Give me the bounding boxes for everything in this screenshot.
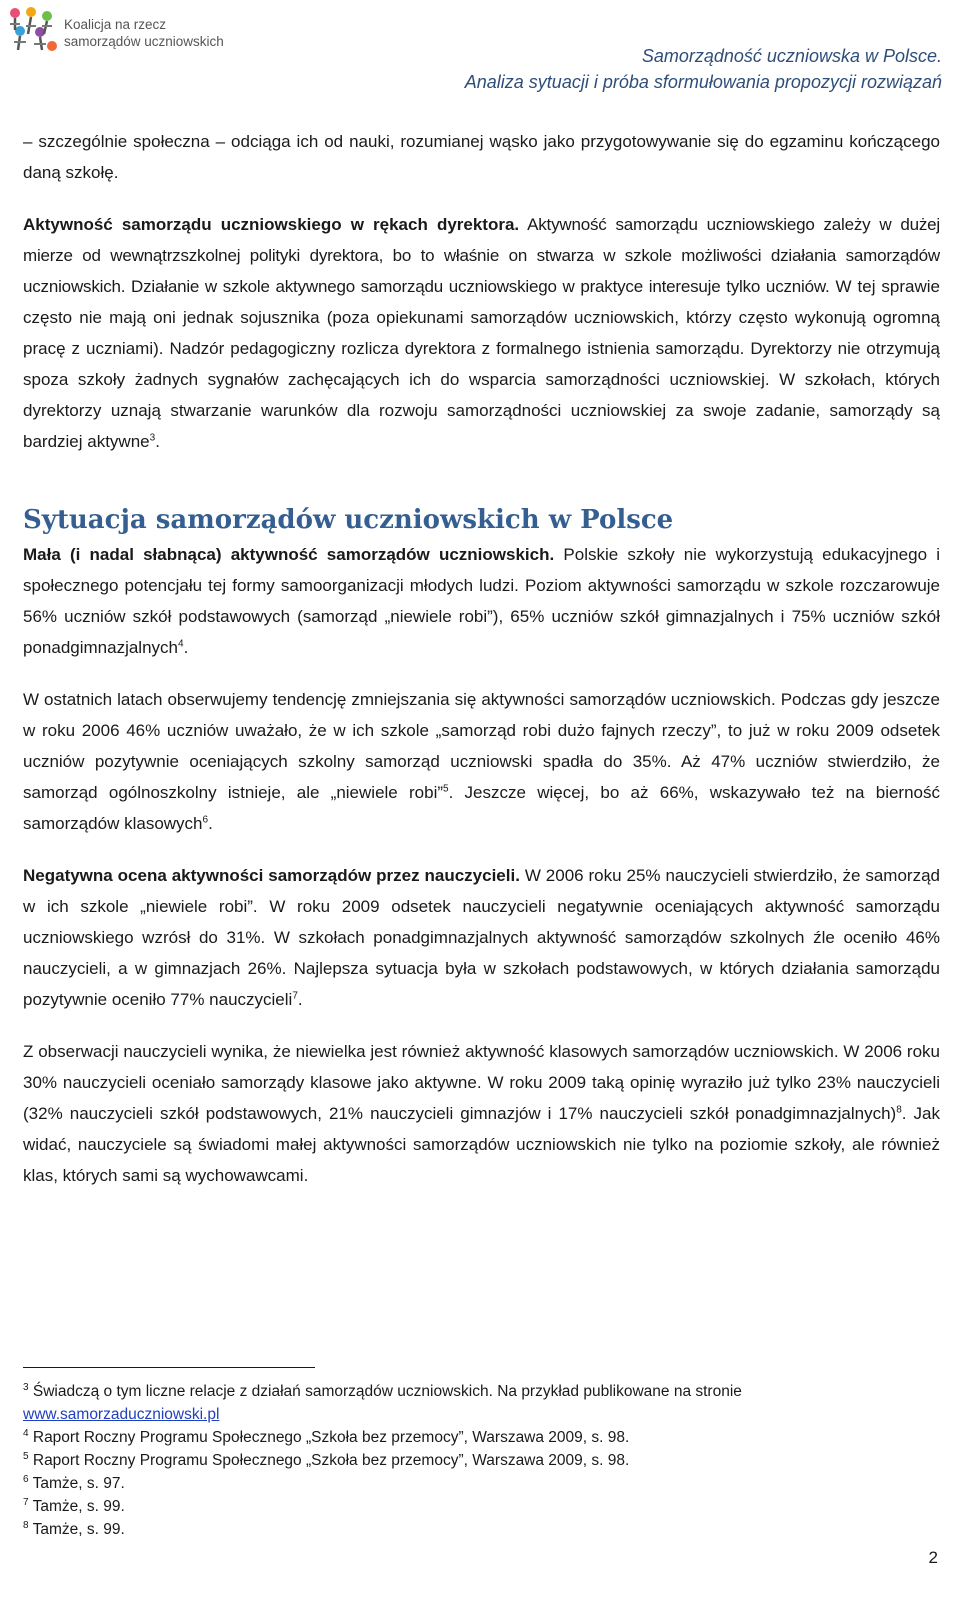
paragraph-principal-text-a: Aktywność samorządu uczniowskiego zależy w dużej mierze od wewnątrzszkolnej polityki dyrektora, bo to właśnie on stwarza w szkole możliwości działania samorządów uczniowskich. Działanie w szkole aktywnego samorządu uczniowskiego w praktyce interesuje tylko uczniów. (23, 215, 940, 296)
header-title-line-1: Samorządność uczniowska w Polsce. (641, 46, 942, 66)
footnote-4 (23, 1426, 940, 1449)
footnotes (23, 1380, 940, 1541)
paragraph-principal-text-b: W tej sprawie często nie mają oni jednak sojusznika (poza opiekunami samorządów uczniowskich, którzy często wykonują ogromną pracę z uczniami). Nadzór pedagogiczny rozlicza dyrektora z formalnego istnienia samorządu. Dyrektorzy nie otrzymują spoza szkoły żadnych sygnałów zachęcających ich do wsparcia samorządności uczniowskiej. W szkołach, których dyrektorzy uznają stwarzanie warunków dla rozwoju samorządności uczniowskiej za swoje zadanie, samorządy są bardziej aktywne (23, 277, 941, 451)
paragraph-continued: – szczególnie społeczna – odciąga ich od nauki, rozumianej wąsko jako przygotowywanie się do egzaminu kończącego daną szkołę. (23, 132, 940, 182)
footnote-number: 7 (23, 1496, 29, 1508)
paragraph-classes-text: Z obserwacji nauczycieli wynika, że niewielka jest również aktywność klasowych samorządów uczniowskich. W 2006 roku 30% nauczycieli oceniało samorządy klasowe jako aktywne. W roku 2009 taką opinię wyraziło już tylko 23% nauczycieli (32% nauczycieli szkół podstawowych, 21% nauczycieli gimnazjów i 17% nauczycieli szkół ponadgimnazjalnych) (23, 1042, 940, 1123)
coalition-logo (6, 4, 256, 56)
paragraph-trend-text: W ostatnich latach obserwujemy tendencję zmniejszania się aktywności samorządów uczniowskich. Podczas gdy jeszcze w roku 2006 46% uczniów uważało, że w ich szkole „samorząd robi dużo fajnych rzeczy”, to już w roku 2009 odsetek uczniów pozytywnie oceniających szkolny samorząd uczniowski spadła do 35%. Aż 47% uczniów stwierdziło, że samorząd ogólnoszkolny istnieje, ale „niewiele robi” (23, 690, 940, 802)
footnote-text: Tamże, s. 99. (28, 1498, 125, 1515)
paragraph-activity-end: . (183, 638, 189, 657)
footnote-number: 4 (23, 1427, 29, 1439)
footnote-3 (23, 1380, 940, 1426)
paragraph-trend-text-2: . Jeszcze więcej, bo aż 66%, wskazywało też na bierność samorządów klasowych (23, 783, 940, 833)
footnote-number: 6 (23, 1473, 29, 1485)
people-logo-icon (6, 4, 62, 56)
footnote-text: Tamże, s. 99. (28, 1521, 125, 1538)
logo-text (64, 16, 224, 50)
paragraph-teachers (23, 860, 940, 1015)
footnote-ref-5[interactable]: 5 (443, 783, 449, 795)
logo-line-2: samorządów uczniowskich (64, 34, 224, 49)
footnote-text: Tamże, s. 97. (28, 1475, 125, 1492)
page-number: 2 (928, 1548, 938, 1567)
footnote-ref-6[interactable]: 6 (202, 814, 209, 826)
footnote-text: Świadczą o tym liczne relacje z działań samorządów uczniowskich. Na przykład publikowane na stronie (28, 1383, 742, 1400)
logo-line-1: Koalicja na rzecz (64, 17, 167, 32)
header-title-line-2: Analiza sytuacji i próba sformułowania propozycji rozwiązań (464, 72, 942, 92)
footnote-separator (23, 1367, 315, 1368)
footnote-text: Raport Roczny Programu Społecznego „Szkoła bez przemocy”, Warszawa 2009, s. 98. (28, 1429, 630, 1446)
paragraph-trend (23, 684, 940, 839)
paragraph-activity-text: Polskie szkoły nie wykorzystują edukacyjnego i społecznego potencjału tej formy samoorganizacji młodych ludzi. Poziom aktywności samorządu w szkole rozczarowuje 56% uczniów szkół podstawowych (samorząd „niewiele robi”), 65% uczniów szkół gimnazjalnych i 75% uczniów szkół ponadgimnazjalnych (23, 545, 940, 657)
footnote-number: 3 (23, 1381, 29, 1393)
footnote-5 (23, 1449, 940, 1472)
paragraph-teachers-end: . (297, 990, 303, 1009)
footnote-text: Raport Roczny Programu Społecznego „Szkoła bez przemocy”, Warszawa 2009, s. 98. (28, 1452, 630, 1469)
paragraph-principal-end: . (155, 432, 160, 451)
footnote-number: 8 (23, 1519, 29, 1531)
footnote-ref-8[interactable]: 8 (896, 1104, 902, 1116)
footnote-8 (23, 1518, 940, 1541)
footnote-7 (23, 1495, 940, 1518)
footnote-ref-4[interactable]: 4 (178, 638, 184, 650)
paragraph-classes (23, 1036, 940, 1191)
paragraph-trend-end: . (208, 814, 213, 833)
running-header (465, 43, 942, 95)
footnote-ref-7[interactable]: 7 (292, 990, 298, 1002)
lead-activity: Mała (i nadal słabnąca) aktywność samorządów uczniowskich. (23, 545, 555, 564)
lead-principal: Aktywność samorządu uczniowskiego w rękach dyrektora. (23, 215, 520, 234)
paragraph-classes-text-2: . Jak widać, nauczyciele są świadomi małej aktywności samorządów uczniowskich nie tylko na poziomie szkoły, ale również klas, których sami są wychowawcami. (23, 1104, 940, 1185)
paragraph-activity (23, 539, 940, 663)
footnote-ref-3[interactable]: 3 (149, 432, 156, 444)
footnote-number: 5 (23, 1450, 29, 1462)
footnote-6 (23, 1472, 940, 1495)
footnote-link[interactable]: www.samorzaduczniowski.pl (23, 1406, 220, 1423)
section-heading: Sytuacja samorządów uczniowskich w Polsce (23, 505, 674, 535)
paragraph-teachers-text: W 2006 roku 25% nauczycieli stwierdziło, że samorząd w ich szkole „niewiele robi”. W roku 2009 odsetek nauczycieli negatywnie oceniających aktywność samorządu uczniowskiego wzrósł do 31%. W szkołach ponadgimnazjalnych aktywność samorządów szkolnych źle oceniło 46% nauczycieli, a w gimnazjach 26%. Najlepsza sytuacja była w szkołach podstawowych, w których działania samorządu pozytywnie oceniło 77% nauczycieli (23, 866, 940, 1009)
document-body (23, 126, 940, 1212)
paragraph-principal (23, 209, 940, 457)
lead-teachers: Negatywna ocena aktywności samorządów przez nauczycieli. (23, 866, 520, 885)
